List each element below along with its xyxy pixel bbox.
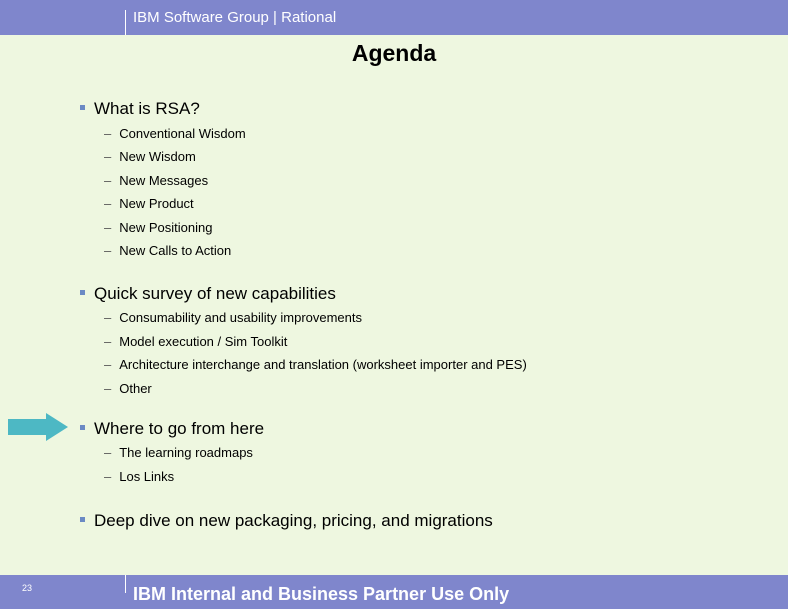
- agenda-subitem: – New Wisdom: [104, 149, 196, 164]
- agenda-subitem: – Consumability and usability improvements: [104, 310, 363, 325]
- square-bullet-icon: [80, 517, 85, 522]
- header-bar: [0, 0, 788, 35]
- page-number: 23: [22, 583, 33, 593]
- agenda-subitem: – Architecture interchange and translation (worksheet importer and PES): [104, 357, 527, 372]
- square-bullet-icon: [80, 105, 85, 110]
- footer-text: IBM Internal and Business Partner Use Only: [133, 584, 510, 604]
- footer-divider: [125, 575, 126, 593]
- agenda-bullet-1: What is RSA?: [80, 99, 200, 119]
- slide-title: Agenda: [351, 40, 437, 66]
- agenda-bullet-3: Where to go from here: [80, 419, 264, 439]
- agenda-subitem: – Los Links: [104, 469, 175, 484]
- agenda-subitem: – The learning roadmaps: [104, 445, 253, 460]
- header-brand: IBM Software Group | Rational: [133, 9, 337, 26]
- agenda-subitem: – New Messages: [104, 173, 209, 188]
- agenda-subitem: – Conventional Wisdom: [104, 126, 246, 141]
- agenda-bullet-4: Deep dive on new packaging, pricing, and migrations: [80, 511, 493, 531]
- agenda-subitem: – New Product: [104, 196, 194, 211]
- square-bullet-icon: [80, 425, 85, 430]
- footer-bar: [0, 575, 788, 609]
- agenda-subitem: – New Positioning: [104, 220, 213, 235]
- agenda-bullet-2: Quick survey of new capabilities: [80, 284, 336, 304]
- agenda-subitem: – Other: [104, 381, 152, 396]
- agenda-subitem: – New Calls to Action: [104, 243, 232, 258]
- square-bullet-icon: [80, 290, 85, 295]
- current-section-arrow-icon: [8, 413, 68, 441]
- header-divider: [125, 10, 126, 35]
- agenda-subitem: – Model execution / Sim Toolkit: [104, 334, 288, 349]
